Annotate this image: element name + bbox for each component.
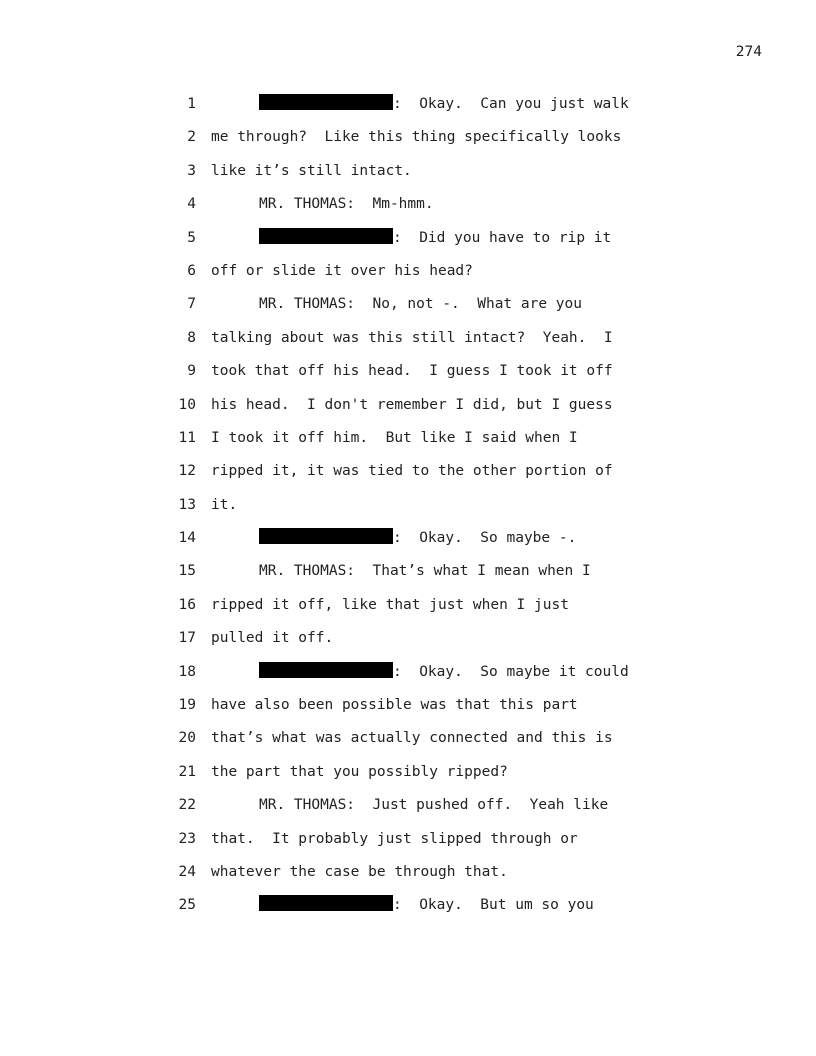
- line-content: MR. THOMAS: That’s what I mean when I: [259, 563, 591, 580]
- line-content: like it’s still intact.: [211, 162, 412, 179]
- transcript-line: [0, 193, 816, 226]
- line-number: 20: [178, 730, 196, 747]
- line-number: 11: [178, 429, 196, 446]
- line-text: [259, 294, 582, 314]
- line-text: [259, 795, 608, 815]
- line-number: 2: [187, 129, 196, 146]
- line-number: 6: [187, 262, 196, 279]
- transcript-line: [0, 727, 816, 760]
- line-text: [211, 161, 412, 181]
- redaction-box: [259, 228, 393, 244]
- transcript-line: [0, 627, 816, 660]
- line-text: [211, 361, 613, 381]
- line-text: [211, 762, 508, 782]
- transcript-line: [0, 661, 816, 694]
- line-text: [211, 328, 613, 348]
- redaction-box: [259, 895, 393, 911]
- transcript-line: [0, 861, 816, 894]
- line-content: it.: [211, 496, 238, 513]
- line-number: 14: [178, 530, 196, 547]
- transcript-line: [0, 227, 816, 260]
- line-content: : Okay. So maybe -.: [393, 530, 577, 547]
- line-content: I took it off him. But like I said when I: [211, 429, 578, 446]
- line-number: 24: [178, 863, 196, 880]
- line-number: 8: [187, 329, 196, 346]
- line-text: [259, 94, 629, 114]
- line-text: [259, 194, 434, 214]
- line-text: [259, 228, 611, 248]
- line-text: [259, 561, 591, 581]
- line-number: 7: [187, 296, 196, 313]
- transcript-line: [0, 527, 816, 560]
- line-content: that’s what was actually connected and this is: [211, 730, 613, 747]
- line-content: : Did you have to rip it: [393, 229, 612, 246]
- line-number: 19: [178, 697, 196, 714]
- line-text: [211, 695, 578, 715]
- line-number: 15: [178, 563, 196, 580]
- transcript-line: [0, 560, 816, 593]
- line-number: 23: [178, 830, 196, 847]
- line-text: [211, 628, 333, 648]
- line-number: 22: [178, 797, 196, 814]
- transcript-line: [0, 694, 816, 727]
- redaction-box: [259, 94, 393, 110]
- line-content: ripped it off, like that just when I just: [211, 596, 569, 613]
- redaction-box: [259, 528, 393, 544]
- line-content: ripped it, it was tied to the other portion of: [211, 463, 613, 480]
- transcript-line: [0, 794, 816, 827]
- line-content: have also been possible was that this part: [211, 697, 578, 714]
- line-number: 9: [187, 363, 196, 380]
- line-text: [211, 261, 473, 281]
- line-text: [259, 528, 576, 548]
- transcript-line: [0, 260, 816, 293]
- line-text: [211, 395, 613, 415]
- line-content: : Okay. But um so you: [393, 897, 594, 914]
- line-content: talking about was this still intact? Yeah. I: [211, 329, 613, 346]
- transcript-line: [0, 894, 816, 927]
- line-content: MR. THOMAS: Mm-hmm.: [259, 196, 434, 213]
- redaction-box: [259, 662, 393, 678]
- line-content: off or slide it over his head?: [211, 262, 473, 279]
- line-content: MR. THOMAS: No, not -. What are you: [259, 296, 583, 313]
- line-text: [211, 428, 578, 448]
- line-number: 3: [187, 162, 196, 179]
- transcript-line: [0, 360, 816, 393]
- line-text: [211, 862, 508, 882]
- line-number: 13: [178, 496, 196, 513]
- line-number: 18: [178, 663, 196, 680]
- line-number: 17: [178, 630, 196, 647]
- transcript-line: [0, 828, 816, 861]
- line-content: his head. I don't remember I did, but I guess: [211, 396, 613, 413]
- line-number: 10: [178, 396, 196, 413]
- transcript-line: [0, 427, 816, 460]
- transcript-line: [0, 460, 816, 493]
- line-content: : Okay. Can you just walk: [393, 96, 629, 112]
- line-content: that. It probably just slipped through or: [211, 830, 578, 847]
- line-content: me through? Like this thing specifically looks: [211, 129, 622, 146]
- line-number: 21: [178, 763, 196, 780]
- page-number: 274: [735, 44, 762, 60]
- line-content: took that off his head. I guess I took it off: [211, 363, 613, 380]
- transcript-line: [0, 494, 816, 527]
- line-content: : Okay. So maybe it could: [393, 663, 629, 680]
- line-text: [211, 728, 613, 748]
- line-text: [211, 461, 613, 481]
- line-text: [211, 595, 569, 615]
- transcript-line: [0, 761, 816, 794]
- line-number: 1: [187, 96, 196, 112]
- line-text: [259, 662, 629, 682]
- transcript-line: [0, 594, 816, 627]
- line-content: the part that you possibly ripped?: [211, 763, 508, 780]
- line-number: 5: [187, 229, 196, 246]
- line-number: 25: [178, 897, 196, 914]
- transcript-line: [0, 327, 816, 360]
- line-text: [211, 495, 237, 515]
- line-number: 4: [187, 196, 196, 213]
- line-content: pulled it off.: [211, 630, 334, 647]
- transcript-line: [0, 293, 816, 326]
- line-number: 12: [178, 463, 196, 480]
- transcript-line: [0, 394, 816, 427]
- line-number: 16: [178, 596, 196, 613]
- transcript-line: [0, 126, 816, 159]
- line-text: [211, 127, 621, 147]
- line-content: whatever the case be through that.: [211, 863, 508, 880]
- line-text: [259, 895, 594, 915]
- line-content: MR. THOMAS: Just pushed off. Yeah like: [259, 797, 609, 814]
- transcript-body: [0, 93, 816, 928]
- line-text: [211, 829, 578, 849]
- transcript-line: [0, 93, 816, 126]
- transcript-line: [0, 160, 816, 193]
